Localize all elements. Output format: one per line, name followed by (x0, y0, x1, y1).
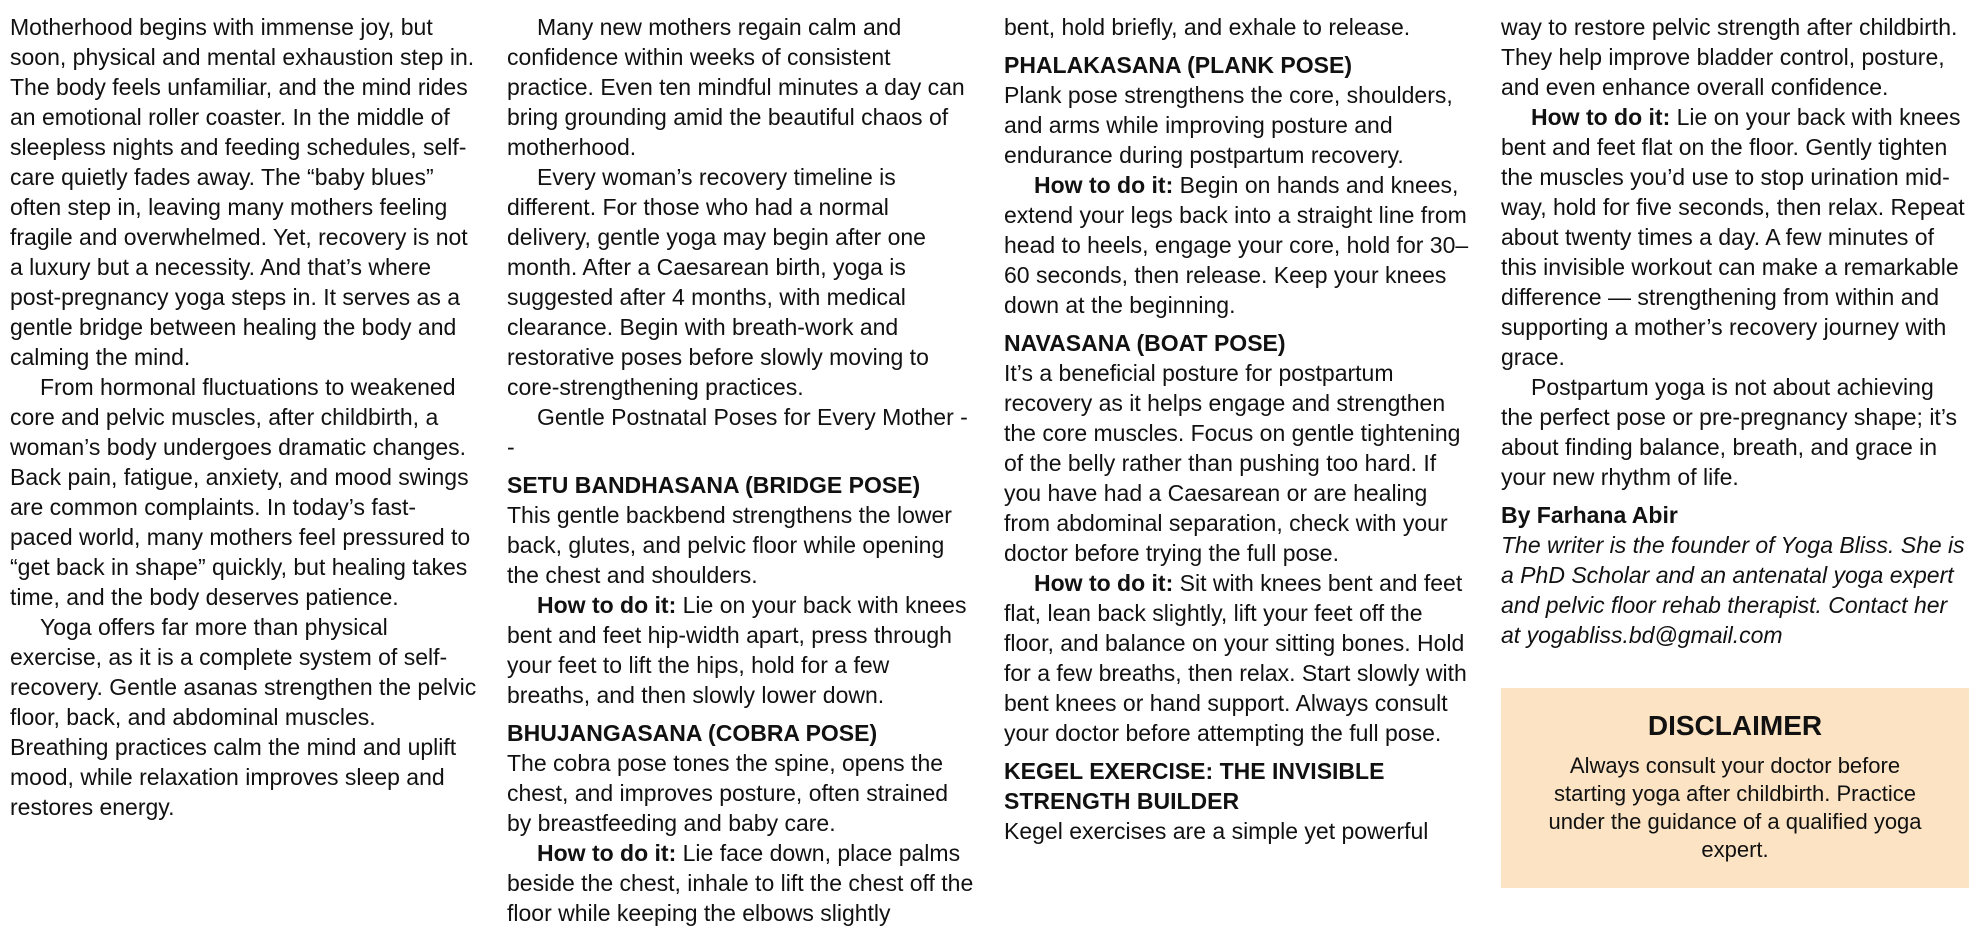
paragraph: The cobra pose tones the spine, opens the chest, and improves posture, often strained by breastfeeding and baby care. (507, 750, 949, 836)
author-bio: The writer is the founder of Yoga Bliss. She is a PhD Scholar and an antenatal yoga expert and pelvic floor rehab therapist. Contact her at yogabliss.bd@gmail.com (1501, 532, 1965, 648)
paragraph: Motherhood begins with immense joy, but soon, physical and mental exhaustion step in. The body feels unfamiliar, and the mind rides an emotional roller coaster. In the middle of sleepless nights and feeding schedules, self-care quietly fades away. The “baby blues” often step in, leaving many mothers feeling fragile and overwhelmed. Yet, recovery is not a luxury but a necessity. And that’s where post-pregnancy yoga steps in. It serves as a gentle bridge between healing the body and calming the mind. (10, 14, 475, 370)
article-column-4 (1501, 12, 1969, 650)
paragraph: This gentle backbend strengthens the lower back, glutes, and pelvic floor while opening the chest and shoulders. (507, 502, 952, 588)
howto-text: Lie on your back with knees bent and feet flat on the floor. Gently tighten the muscles you’d use to stop urination mid-way, hold for five seconds, then relax. Repeat about twenty times a day. A few minutes of this invisible workout can make a remarkable difference — strengthening from within and supporting a mother’s recovery journey with grace. (1501, 104, 1965, 370)
disclaimer-box (1501, 688, 1969, 888)
paragraph: bent, hold briefly, and exhale to release. (1004, 14, 1411, 40)
paragraph: From hormonal fluctuations to weakened core and pelvic muscles, after childbirth, a woman’s body undergoes dramatic changes. Back pain, fatigue, anxiety, and mood swings are common complaints. In today’s fast-paced world, many mothers feel pressured to “get back in shape” quickly, but healing takes time, and the body deserves patience. (10, 374, 471, 610)
paragraph: Postpartum yoga is not about achieving the perfect pose or pre-pregnancy shape; it’s about finding balance, breath, and grace in your new rhythm of life. (1501, 374, 1958, 490)
paragraph: Kegel exercises are a simple yet powerful (1004, 818, 1429, 844)
article-column-2 (507, 12, 975, 928)
howto-text: Begin on hands and knees, extend your legs back into a straight line from head to heels, engage your core, hold for 30–60 seconds, then release. Keep your knees down at the beginning. (1004, 172, 1469, 318)
howto-label: How to do it: (1034, 172, 1174, 198)
paragraph: Plank pose strengthens the core, shoulders, and arms while improving posture and endurance during postpartum recovery. (1004, 82, 1453, 168)
howto-label: How to do it: (537, 840, 677, 866)
howto-label: How to do it: (537, 592, 677, 618)
paragraph: Many new mothers regain calm and confidence within weeks of consistent practice. Even ten mindful minutes a day can bring grounding amid the beautiful chaos of motherhood. (507, 14, 965, 160)
paragraph: Gentle Postnatal Poses for Every Mother -- (507, 404, 968, 460)
howto-paragraph (1501, 102, 1969, 372)
howto-text: Lie on your back with knees bent and feet hip-width apart, press through your feet to lift the hips, hold for a few breaths, and then slowly lower down. (507, 592, 967, 708)
article-column-1 (10, 12, 478, 822)
paragraph: way to restore pelvic strength after childbirth. They help improve bladder control, posture, and even enhance overall confidence. (1501, 14, 1958, 100)
article-column-3 (1004, 12, 1472, 846)
section-heading-bridge-pose: SETU BANDHASANA (BRIDGE POSE) (507, 472, 921, 498)
paragraph: It’s a beneficial posture for postpartum recovery as it helps engage and strengthen the core muscles. Focus on gentle tightening of the belly rather than pushing too hard. If you have had a Caesarean or are healing from abdominal separation, check with your doctor before trying the full pose. (1004, 360, 1461, 566)
author-byline: By Farhana Abir (1501, 502, 1678, 528)
section-heading-plank-pose: PHALAKASANA (PLANK POSE) (1004, 52, 1352, 78)
disclaimer-title: DISCLAIMER (1647, 710, 1823, 741)
disclaimer-text: Always consult your doctor before starting yoga after childbirth. Practice under the guidance of a qualified yoga expert. (1548, 753, 1922, 862)
howto-label: How to do it: (1531, 104, 1671, 130)
howto-text: Lie face down, place palms beside the chest, inhale to lift the chest off the floor while keeping the elbows slightly (507, 840, 974, 926)
paragraph: Yoga offers far more than physical exercise, as it is a complete system of self-recovery. Gentle asanas strengthen the pelvic floor, back, and abdominal muscles. Breathing practices calm the mind and uplift mood, while relaxation improves sleep and restores energy. (10, 614, 477, 820)
section-heading-cobra-pose: BHUJANGASANA (COBRA POSE) (507, 720, 878, 746)
howto-label: How to do it: (1034, 570, 1174, 596)
howto-text: Sit with knees bent and feet flat, lean back slightly, lift your feet off the floor, and balance on your sitting bones. Hold for a few breaths, then relax. Start slowly with bent knees or hand support. Always consult your doctor before attempting the full pose. (1004, 570, 1467, 746)
howto-paragraph (1004, 568, 1472, 748)
paragraph: Every woman’s recovery timeline is different. For those who had a normal delivery, gentle yoga may begin after one month. After a Caesarean birth, yoga is suggested after 4 months, with medical clearance. Begin with breath-work and restorative poses before slowly moving to core-strengthening practices. (507, 164, 929, 400)
howto-paragraph (1004, 170, 1472, 320)
howto-paragraph (507, 590, 975, 710)
section-heading-boat-pose: NAVASANA (BOAT POSE) (1004, 330, 1286, 356)
howto-paragraph (507, 838, 975, 928)
section-heading-kegel: KEGEL EXERCISE: THE INVISIBLE STRENGTH BUILDER (1004, 758, 1385, 814)
